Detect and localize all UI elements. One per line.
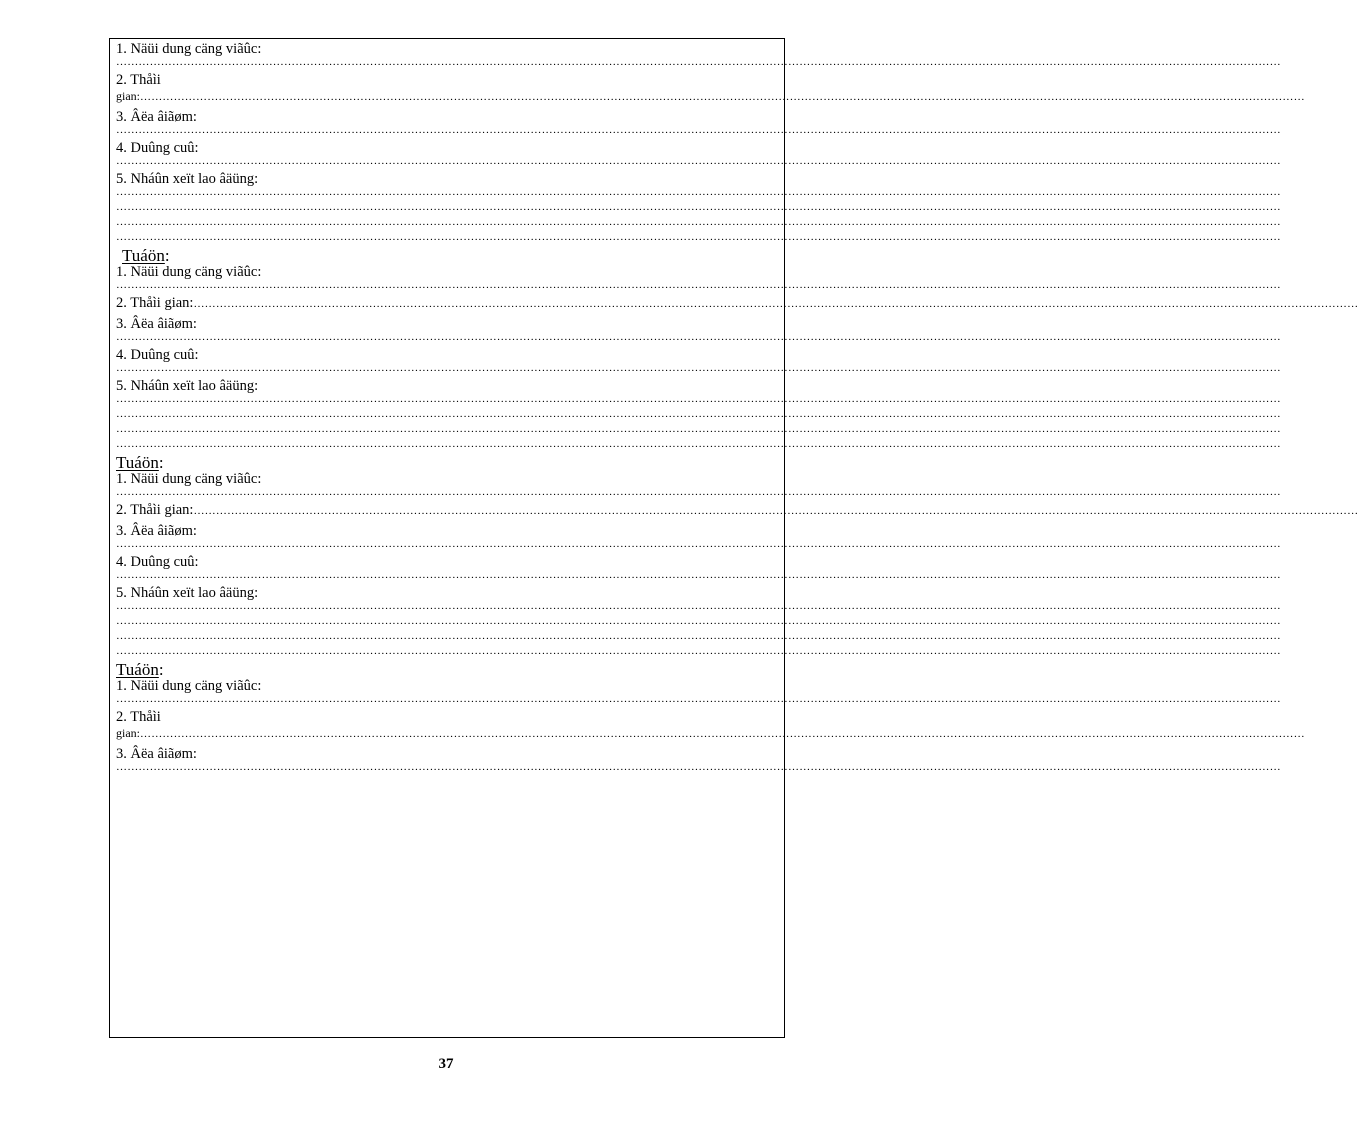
dotted-fill-line[interactable]: …………………………………………………………………………………………………………………………………………………………………………………………………………………………………………………………………………………… — [116, 569, 1281, 581]
week-heading — [116, 247, 784, 264]
field-label: 5. Nháûn xeït lao âäüng: — [116, 585, 259, 601]
field-row-inline — [116, 295, 1358, 312]
field-label: 1. Näüi dung cäng viãûc: — [116, 41, 262, 57]
dotted-fill-line[interactable]: …………………………………………………………………………………………………………………………………………………………………………………………………………………………………………………………………………………… — [140, 728, 1305, 740]
week-heading — [116, 661, 784, 678]
field-label: 4. Duûng cuû: — [116, 554, 199, 570]
dotted-fill-line[interactable]: …………………………………………………………………………………………………………………………………………………………………………………………………………………………………………………………………………………… — [116, 201, 1281, 213]
week-block — [116, 453, 1358, 657]
dotted-fill-line[interactable]: …………………………………………………………………………………………………………………………………………………………………………………………………………………………………………………………………………………… — [116, 393, 1281, 405]
dotted-fill-line[interactable]: …………………………………………………………………………………………………………………………………………………………………………………………………………………………………………………………………………………… — [116, 408, 1281, 420]
field-label: 2. Thåìi — [116, 709, 161, 725]
dotted-fill-line[interactable]: …………………………………………………………………………………………………………………………………………………………………………………………………………………………………………………………………………………… — [116, 423, 1281, 435]
field-label: 2. Thåìi — [116, 72, 161, 88]
dotted-fill-line[interactable]: …………………………………………………………………………………………………………………………………………………………………………………………………………………………………………………………………………………… — [116, 538, 1281, 550]
week-heading-text: Tuáön — [116, 453, 159, 472]
field-label: 1. Näüi dung cäng viãûc: — [116, 678, 262, 694]
field-label-continued: gian: — [116, 89, 140, 103]
field-label: 3. Âëa âiãøm: — [116, 316, 197, 332]
field-label: 2. Thåìi gian: — [116, 295, 194, 311]
dotted-fill-line[interactable]: …………………………………………………………………………………………………………………………………………………………………………………………………………………………………………………………………………………… — [116, 56, 1281, 68]
week-heading-colon: : — [158, 660, 164, 679]
field-label: 4. Duûng cuû: — [116, 140, 199, 156]
field-row-inline — [116, 88, 1305, 105]
dotted-fill-line[interactable]: …………………………………………………………………………………………………………………………………………………………………………………………………………………………………………………………………………………… — [116, 630, 1281, 642]
dotted-fill-line[interactable]: …………………………………………………………………………………………………………………………………………………………………………………………………………………………………………………………………………………… — [116, 124, 1281, 136]
field-row-inline — [116, 725, 1305, 742]
dotted-fill-line[interactable]: …………………………………………………………………………………………………………………………………………………………………………………………………………………………………………………………………………………… — [116, 486, 1281, 498]
dotted-fill-line[interactable]: …………………………………………………………………………………………………………………………………………………………………………………………………………………………………………………………………………………… — [140, 91, 1305, 103]
week-block — [116, 41, 1305, 243]
field-label: 1. Näüi dung cäng viãûc: — [116, 264, 262, 280]
field-label: 3. Âëa âiãøm: — [116, 746, 197, 762]
field-label: 2. Thåìi gian: — [116, 502, 194, 518]
field-label: 5. Nháûn xeït lao âäüng: — [116, 378, 259, 394]
field-label: 4. Duûng cuû: — [116, 347, 199, 363]
dotted-fill-line[interactable]: …………………………………………………………………………………………………………………………………………………………………………………………………………………………………………………………………………………… — [193, 298, 1358, 310]
field-row-inline — [116, 502, 1358, 519]
dotted-fill-line[interactable]: …………………………………………………………………………………………………………………………………………………………………………………………………………………………………………………………………………………… — [116, 693, 1281, 705]
dotted-fill-line[interactable]: …………………………………………………………………………………………………………………………………………………………………………………………………………………………………………………………………………………… — [193, 505, 1358, 517]
dotted-fill-line[interactable]: …………………………………………………………………………………………………………………………………………………………………………………………………………………………………………………………………………………… — [116, 155, 1281, 167]
week-heading — [116, 454, 784, 471]
dotted-fill-line[interactable]: …………………………………………………………………………………………………………………………………………………………………………………………………………………………………………………………………………………… — [116, 231, 1281, 243]
week-heading-colon: : — [158, 453, 164, 472]
dotted-fill-line[interactable]: …………………………………………………………………………………………………………………………………………………………………………………………………………………………………………………………………………………… — [116, 362, 1281, 374]
form-frame — [109, 38, 1358, 1038]
dotted-fill-line[interactable]: …………………………………………………………………………………………………………………………………………………………………………………………………………………………………………………………………………………… — [116, 645, 1281, 657]
dotted-fill-line[interactable]: …………………………………………………………………………………………………………………………………………………………………………………………………………………………………………………………………………………… — [116, 216, 1281, 228]
week-heading-text: Tuáön — [122, 246, 165, 265]
dotted-fill-line[interactable]: …………………………………………………………………………………………………………………………………………………………………………………………………………………………………………………………………………………… — [116, 600, 1281, 612]
week-heading-text: Tuáön — [116, 660, 159, 679]
week-block — [116, 246, 1358, 450]
dotted-fill-line[interactable]: …………………………………………………………………………………………………………………………………………………………………………………………………………………………………………………………………………………… — [116, 761, 1281, 773]
week-block — [116, 660, 1305, 773]
field-label: 3. Âëa âiãøm: — [116, 523, 197, 539]
dotted-fill-line[interactable]: …………………………………………………………………………………………………………………………………………………………………………………………………………………………………………………………………………………… — [116, 331, 1281, 343]
field-label: 5. Nháûn xeït lao âäüng: — [116, 171, 259, 187]
dotted-fill-line[interactable]: …………………………………………………………………………………………………………………………………………………………………………………………………………………………………………………………………………………… — [116, 438, 1281, 450]
page-number: 37 — [438, 1056, 454, 1072]
field-label: 1. Näüi dung cäng viãûc: — [116, 471, 262, 487]
week-heading-colon: : — [164, 246, 170, 265]
field-label: 3. Âëa âiãøm: — [116, 109, 197, 125]
dotted-fill-line[interactable]: …………………………………………………………………………………………………………………………………………………………………………………………………………………………………………………………………………………… — [116, 615, 1281, 627]
field-label-continued: gian: — [116, 726, 140, 740]
dotted-fill-line[interactable]: …………………………………………………………………………………………………………………………………………………………………………………………………………………………………………………………………………………… — [116, 186, 1281, 198]
dotted-fill-line[interactable]: …………………………………………………………………………………………………………………………………………………………………………………………………………………………………………………………………………………… — [116, 279, 1281, 291]
